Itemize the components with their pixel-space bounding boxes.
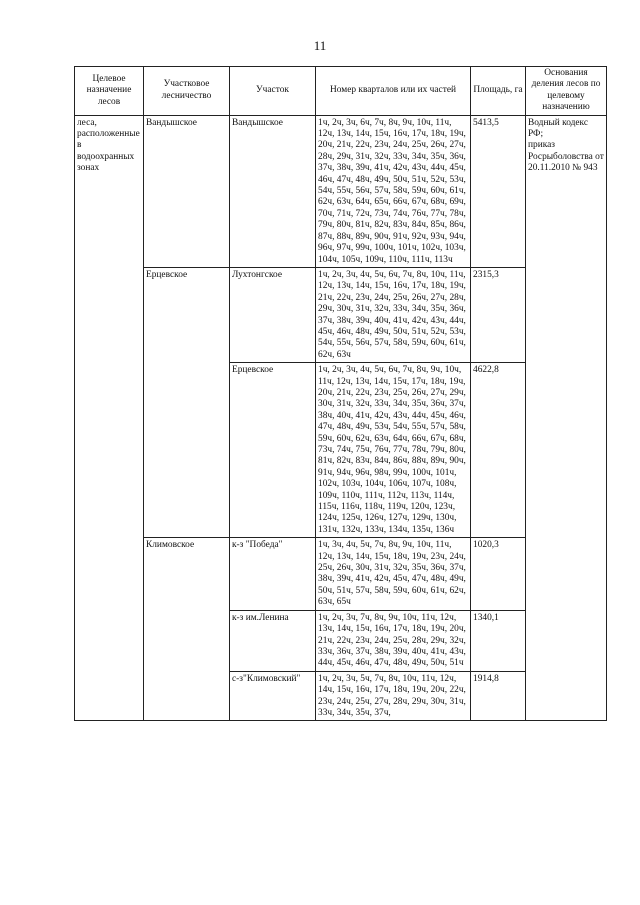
site-cell: с-з"Климовский" bbox=[230, 671, 316, 721]
area-cell: 5413,5 bbox=[471, 115, 526, 267]
quarters-cell: 1ч, 2ч, 3ч, 6ч, 7ч, 8ч, 9ч, 10ч, 11ч, 12ч, 13ч, 14ч, 15ч, 16ч, 17ч, 18ч, 19ч, 20ч, 21ч, 22ч, 23ч, 24ч, 25ч, 26ч, 27ч, 28ч, 29ч, 31ч, 32ч, 33ч, 34ч, 35ч, 36ч, 37ч, 38ч, 39ч, 41ч, 42ч, 43ч, 44ч, 45ч, 46ч, 47ч, 48ч, 49ч, 50ч, 51ч, 52ч, 53ч, 54ч, 55ч, 56ч, 57ч, 58ч, 59ч, 60ч, 61ч, 62ч, 63ч, 64ч, 65ч, 66ч, 67ч, 68ч, 69ч, 70ч, 71ч, 72ч, 73ч, 74ч, 76ч, 77ч, 78ч, 79ч, 80ч, 81ч, 82ч, 83ч, 84ч, 85ч, 86ч, 87ч, 88ч, 89ч, 90ч, 91ч, 92ч, 93ч, 94ч, 96ч, 97ч, 99ч, 100ч, 101ч, 102ч, 103ч, 104ч, 105ч, 109ч, 110ч, 111ч, 113ч bbox=[316, 115, 471, 267]
quarters-cell: 1ч, 2ч, 3ч, 4ч, 5ч, 6ч, 7ч, 8ч, 10ч, 11ч, 12ч, 13ч, 14ч, 15ч, 16ч, 17ч, 18ч, 19ч, 21ч, 22ч, 23ч, 24ч, 25ч, 26ч, 27ч, 28ч, 29ч, 30ч, 31ч, 32ч, 33ч, 34ч, 35ч, 36ч, 37ч, 38ч, 39ч, 40ч, 41ч, 42ч, 43ч, 44ч, 45ч, 46ч, 48ч, 49ч, 50ч, 51ч, 52ч, 53ч, 54ч, 55ч, 56ч, 57ч, 58ч, 59ч, 60ч, 61ч, 62ч, 63ч bbox=[316, 267, 471, 362]
forestry-cell: Вандышское bbox=[144, 115, 230, 267]
site-cell: Ерцевское bbox=[230, 363, 316, 538]
site-cell: Вандышское bbox=[230, 115, 316, 267]
header-forestry: Участковое лесничество bbox=[144, 67, 230, 116]
area-cell: 1340,1 bbox=[471, 610, 526, 671]
quarters-cell: 1ч, 2ч, 3ч, 5ч, 7ч, 8ч, 10ч, 11ч, 12ч, 14ч, 15ч, 16ч, 17ч, 18ч, 19ч, 20ч, 22ч, 23ч, 24ч, 25ч, 27ч, 28ч, 29ч, 30ч, 31ч, 33ч, 34ч, 35ч, 37ч, bbox=[316, 671, 471, 721]
header-site: Участок bbox=[230, 67, 316, 116]
quarters-cell: 1ч, 2ч, 3ч, 4ч, 5ч, 6ч, 7ч, 8ч, 9ч, 10ч, 11ч, 12ч, 13ч, 14ч, 15ч, 17ч, 18ч, 19ч, 20ч, 21ч, 22ч, 23ч, 25ч, 26ч, 27ч, 29ч, 30ч, 31ч, 32ч, 33ч, 34ч, 35ч, 36ч, 37ч, 38ч, 40ч, 41ч, 42ч, 43ч, 44ч, 45ч, 46ч, 47ч, 48ч, 49ч, 53ч, 54ч, 55ч, 57ч, 58ч, 59ч, 60ч, 62ч, 63ч, 64ч, 66ч, 67ч, 68ч, 73ч, 74ч, 75ч, 76ч, 77ч, 78ч, 79ч, 80ч, 81ч, 82ч, 83ч, 84ч, 86ч, 88ч, 89ч, 90ч, 91ч, 94ч, 96ч, 98ч, 99ч, 100ч, 101ч, 102ч, 103ч, 104ч, 106ч, 107ч, 108ч, 109ч, 110ч, 111ч, 112ч, 113ч, 114ч, 115ч, 116ч, 118ч, 119ч, 120ч, 123ч, 124ч, 125ч, 126ч, 127ч, 129ч, 130ч, 131ч, 132ч, 133ч, 134ч, 135ч, 136ч bbox=[316, 363, 471, 538]
area-cell: 2315,3 bbox=[471, 267, 526, 362]
page-number: 11 bbox=[313, 38, 327, 53]
site-cell: к-з "Победа" bbox=[230, 538, 316, 610]
forest-division-table bbox=[74, 66, 607, 721]
purpose-cell: леса, расположенные в водоохранных зонах bbox=[75, 115, 144, 721]
basis-cell bbox=[526, 115, 607, 721]
quarters-cell: 1ч, 3ч, 4ч, 5ч, 7ч, 8ч, 9ч, 10ч, 11ч, 12ч, 13ч, 14ч, 15ч, 18ч, 19ч, 23ч, 24ч, 25ч, 26ч, 30ч, 31ч, 32ч, 35ч, 36ч, 37ч, 38ч, 39ч, 41ч, 42ч, 45ч, 47ч, 48ч, 49ч, 50ч, 51ч, 57ч, 58ч, 59ч, 60ч, 61ч, 62ч, 63ч, 65ч bbox=[316, 538, 471, 610]
table-header-row bbox=[75, 67, 607, 116]
header-area: Площадь, га bbox=[471, 67, 526, 116]
header-purpose: Целевое назначение лесов bbox=[75, 67, 144, 116]
forestry-cell: Ерцевское bbox=[144, 267, 230, 537]
header-quarters: Номер кварталов или их частей bbox=[316, 67, 471, 116]
header-basis: Основания деления лесов по целевому назначению bbox=[526, 67, 607, 116]
site-cell: Лухтонгское bbox=[230, 267, 316, 362]
site-cell: к-з им.Ленина bbox=[230, 610, 316, 671]
quarters-cell: 1ч, 2ч, 3ч, 7ч, 8ч, 9ч, 10ч, 11ч, 12ч, 13ч, 14ч, 15ч, 16ч, 17ч, 18ч, 19ч, 20ч, 21ч, 22ч, 23ч, 24ч, 25ч, 28ч, 29ч, 32ч, 33ч, 36ч, 37ч, 38ч, 39ч, 40ч, 41ч, 43ч, 44ч, 45ч, 46ч, 47ч, 48ч, 49ч, 50ч, 51ч bbox=[316, 610, 471, 671]
basis-line: приказ Росрыболовства от 20.11.2010 № 943 bbox=[528, 140, 604, 174]
area-cell: 1914,8 bbox=[471, 671, 526, 721]
basis-line: Водный кодекс РФ; bbox=[528, 117, 589, 140]
area-cell: 4622,8 bbox=[471, 363, 526, 538]
area-cell: 1020,3 bbox=[471, 538, 526, 610]
forestry-cell: Климовское bbox=[144, 538, 230, 721]
table-row bbox=[75, 115, 607, 267]
